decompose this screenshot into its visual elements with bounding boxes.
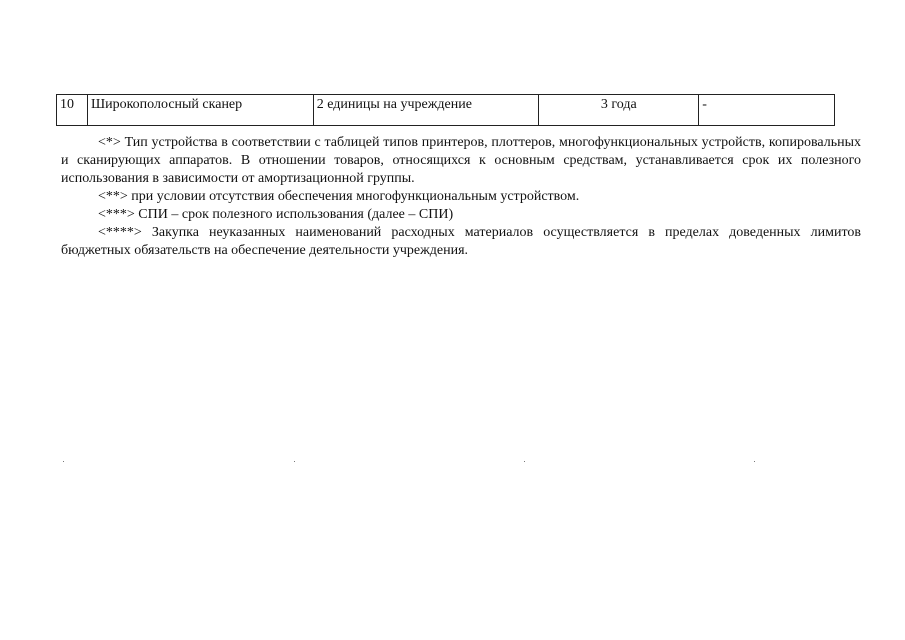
- quantity-cell: 2 единицы на учреждение: [313, 95, 539, 126]
- footnote-2: <**> при условии отсутствия обеспечения многофункциональным устройством.: [98, 189, 580, 204]
- note-cell: -: [699, 95, 835, 126]
- table-row: [57, 95, 835, 126]
- service-life-cell: 3 года: [539, 95, 699, 126]
- scan-speck: [294, 461, 295, 462]
- footnote-3: <***> СПИ – срок полезного использования (далее – СПИ): [98, 207, 454, 222]
- scan-speck: [63, 461, 64, 462]
- scan-speck: [754, 461, 755, 462]
- footnote-4: <****> Закупка неуказанных наименований расходных материалов осуществляется в пределах доведенных лимитов бюджетных обязательств на обеспечение деятельности учреждения.: [61, 225, 861, 258]
- row-number-cell: 10: [57, 95, 88, 126]
- footnotes: [61, 134, 861, 260]
- equipment-name-cell: Широкополосный сканер: [87, 95, 313, 126]
- equipment-norms-table: [56, 94, 835, 126]
- scan-speck: [524, 461, 525, 462]
- footnote-1: <*> Тип устройства в соответствии с таблицей типов принтеров, плоттеров, многофункциональных устройств, копировальных и сканирующих аппаратов. В отношении товаров, относящихся к основным средствам, устанавливается срок их полезного использования в зависимости от амортизационной группы.: [61, 135, 861, 186]
